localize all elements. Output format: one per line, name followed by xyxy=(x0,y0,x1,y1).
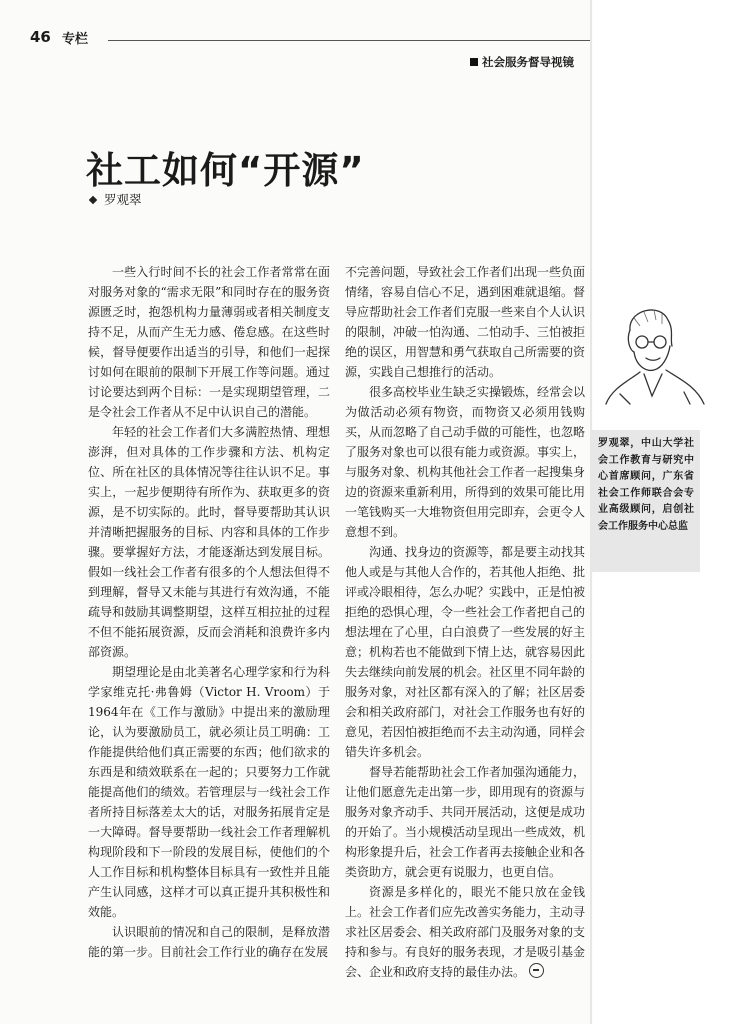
paragraph-text: 资源是多样化的，眼光不能只放在金钱上。社会工作者们应先改善实务能力，主动寻求社区居委会、相关政府部门及服务对象的支持和参与。有良好的服务表现，才是吸引基金会、企业和政府支持的最佳办法。 xyxy=(345,885,586,979)
author-bio-box: 罗观翠，中山大学社会工作教育与研究中心首席顾问，广东省社会工作师联合会专业高级顾问，启创社会工作服务中心总监 xyxy=(592,430,700,572)
page-number: 46 xyxy=(30,28,51,46)
paragraph: 不完善问题，导致社会工作者们出现一些负面情绪，容易自信心不足，遇到困难就退缩。督导应帮助社会工作者们克服一些来自个人认识的限制，冲破一怕沟通、二怕动手、三怕被拒绝的误区，用智慧和勇气获取自己所需要的资源，实践自己想推行的活动。 xyxy=(345,265,586,379)
paragraph: 沟通、找身边的资源等，都是要主动找其他人或是与其他人合作的，若其他人拒绝、批评或冷眼相待，怎么办呢？实践中，正是怕被拒绝的恐惧心理，令一些社会工作者把自己的想法埋在了心里，白白浪费了一些发展的好主意；机构若也不能做到下情上达，就容易因此失去继续向前发展的机会。社区里不同年龄的服务对象，对社区都有深入的了解；社区居委会和相关政府部门，对社会工作服务也有好的意见，若因怕被拒绝而不去主动沟通，同样会错失许多机会。 xyxy=(345,545,586,759)
right-column xyxy=(345,262,585,982)
section-label: 专栏 xyxy=(62,32,89,47)
paragraph: 期望理论是由北美著名心理学家和行为科学家维克托·弗鲁姆（Victor H. Vroom）于1964年在《工作与激励》中提出来的激励理论，认为要激励员工，就必须让员工明确：工作能提供给他们真正需要的东西；他们欲求的东西是和绩效联系在一起的；只要努力工作就能提高他们的绩效。若管理层与一线社会工作者所持目标落差太大的话，对服务拓展肯定是一大障碍。督导要帮助一线社会工作者理解机构现阶段和下一阶段的发展目标，使他们的个人工作目标和机构整体目标具有一致性并且能产生认同感，这样才可以真正提升其积极性和效能。 xyxy=(88,665,330,919)
author-portrait-sketch xyxy=(600,300,710,408)
paragraph: 很多高校毕业生缺乏实操锻炼，经常会以为做活动必须有物资，而物资又必须用钱购买，从而忽略了自己动手做的可能性，也忽略了服务对象也可以很有能力或资源。事实上，与服务对象、机构其他社会工作者一起搜集身边的资源来重新利用，所得到的效果可能比用一笔钱购买一大堆物资但用完即弃，会更令人意想不到。 xyxy=(345,385,586,539)
author-name: 罗观翠 xyxy=(104,192,142,207)
paragraph: 督导若能帮助社会工作者加强沟通能力，让他们愿意先走出第一步，即用现有的资源与服务对象齐动手、共同开展活动，这便是成功的开始了。当小规模活动呈现出一些成效，机构形象提升后，社会工作者再去接触企业和各类资助方，就会更有说服力，也更自信。 xyxy=(345,765,586,879)
paragraph: 年轻的社会工作者们大多满腔热情、理想澎湃，但对具体的工作步骤和方法、机构定位、所在社区的具体情况等往往认识不足。事实上，一起步便期待有所作为、获取更多的资源，是不切实际的。此时，督导要帮助其认识并清晰把握服务的目标、内容和具体的工作步骤。要掌握好方法，才能逐渐达到发展目标。假如一线社会工作者有很多的个人想法但得不到理解，督导又未能与其进行有效沟通，不能疏导和鼓励其调整期望，这样互相拉扯的过程不但不能拓展资源，反而会消耗和浪费许多内部资源。 xyxy=(88,425,330,659)
square-bullet-icon xyxy=(470,58,478,66)
column-tag-text: 社会服务督导视镜 xyxy=(482,55,574,69)
header-rule xyxy=(108,40,590,41)
paragraph-final xyxy=(345,882,585,982)
end-mark-icon xyxy=(529,963,544,978)
author-line xyxy=(90,190,142,208)
article-title: 社工如何“开源” xyxy=(86,149,365,192)
paragraph: 一些入行时间不长的社会工作者常常在面对服务对象的“需求无限”和同时存在的服务资源匮乏时，抱怨机构力量薄弱或者相关制度支持不足，从而产生无力感、倦怠感。在这些时候，督导便要作出适当的引导，和他们一起探讨如何在眼前的限制下开展工作等问题。通过讨论要达到两个目标：一是实现期望管理，二是令社会工作者从不足中认识自己的潜能。 xyxy=(88,265,330,419)
diamond-bullet-icon xyxy=(89,196,97,204)
left-column xyxy=(88,262,330,962)
column-tag xyxy=(470,54,588,70)
paragraph: 认识眼前的情况和自己的限制，是释放潜能的第一步。目前社会工作行业的确存在发展 xyxy=(88,925,330,959)
page-header xyxy=(30,28,590,50)
